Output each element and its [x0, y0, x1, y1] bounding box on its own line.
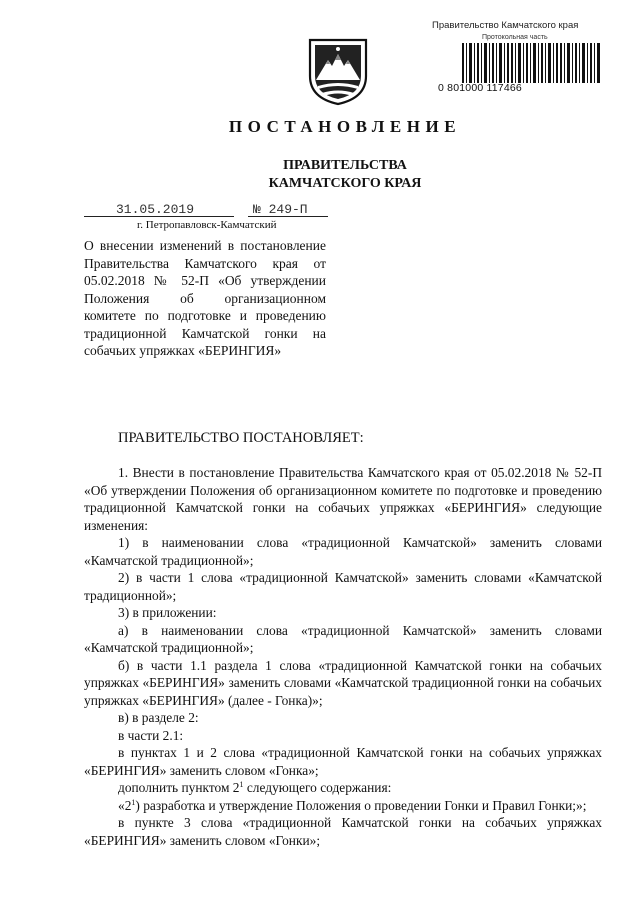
document-title: ПОСТАНОВЛЕНИЕ — [228, 117, 462, 136]
stamp-organization: Правительство Камчатского края — [432, 20, 579, 31]
kamchatka-coat-of-arms-icon — [306, 36, 370, 106]
stamp-subtitle: Протокольная часть — [482, 34, 548, 41]
paragraph: в) в разделе 2: — [118, 710, 199, 725]
authority-line-2: КАМЧАТСКОГО КРАЯ — [268, 176, 422, 191]
paragraph: в части 2.1: — [118, 727, 184, 743]
number-underline — [248, 216, 328, 217]
barcode-number: 0 801000 117466 — [438, 82, 522, 94]
paragraph: б) в части 1.1 раздела 1 слова «традиционной Камчатской гонки на собачьих упряжках «БЕРИНГИЯ» заменить словами «Камчатской традиционной гонки на собачьих упряжках «БЕРИНГИЯ» (далее - Гонка)»; — [84, 657, 602, 708]
superscript: 1 — [239, 780, 244, 789]
paragraph-text: дополнить пунктом 2 — [118, 780, 240, 795]
paragraph: в пункте 3 слова «традиционной Камчатской гонки на собачьих упряжках «БЕРИНГИЯ» заменить словом «Гонки»; — [84, 815, 602, 848]
decree-heading: ПРАВИТЕЛЬСТВО ПОСТАНОВЛЯЕТ: — [118, 430, 364, 446]
document-body — [84, 464, 602, 849]
document-city: г. Петропавловск-Камчатский — [137, 219, 277, 231]
paragraph — [84, 797, 602, 815]
document-number: № 249-П — [253, 202, 308, 217]
paragraph: а) в наименовании слова «традиционной Камчатской» заменить словами «Камчатской традиционной»; — [84, 622, 602, 655]
paragraph: 1. Внести в постановление Правительства Камчатского края от 05.02.2018 № 52-П «Об утверждении Положения об организационном комитете по подготовке и проведению традиционной Камчатской гонки на собачьих упряжках «БЕРИНГИЯ» следующие изменения: — [84, 465, 602, 533]
authority-line-1: ПРАВИТЕЛЬСТВА — [283, 158, 407, 173]
paragraph — [84, 779, 602, 797]
document-subject: О внесении изменений в постановление Правительства Камчатского края от 05.02.2018 № 52-П «Об утверждении Положения об организационном комитете по подготовке и проведению традиционной Камчатской гонки на собачьих упряжках «БЕРИНГИЯ» — [84, 238, 326, 358]
paragraph-text: ) разработка и утверждение Положения о проведении Гонки и Правил Гонки;»; — [135, 797, 587, 813]
document-date: 31.05.2019 — [116, 202, 195, 217]
paragraph: в пунктах 1 и 2 слова «традиционной Камчатской гонки на собачьих упряжках «БЕРИНГИЯ» заменить словом «Гонка»; — [84, 745, 602, 778]
paragraph: 3) в приложении: — [118, 605, 217, 620]
superscript: 1 — [131, 797, 136, 807]
paragraph: 2) в части 1 слова «традиционной Камчатской» заменить словами «Камчатской традиционной»; — [84, 570, 602, 603]
paragraph-text: «2 — [118, 797, 132, 813]
paragraph: 1) в наименовании слова «традиционной Камчатской» заменить словами «Камчатской традиционной»; — [84, 535, 602, 568]
paragraph-text: следующего содержания: — [243, 780, 392, 795]
barcode — [462, 43, 600, 83]
date-underline — [84, 216, 234, 217]
issuing-authority — [0, 157, 640, 193]
